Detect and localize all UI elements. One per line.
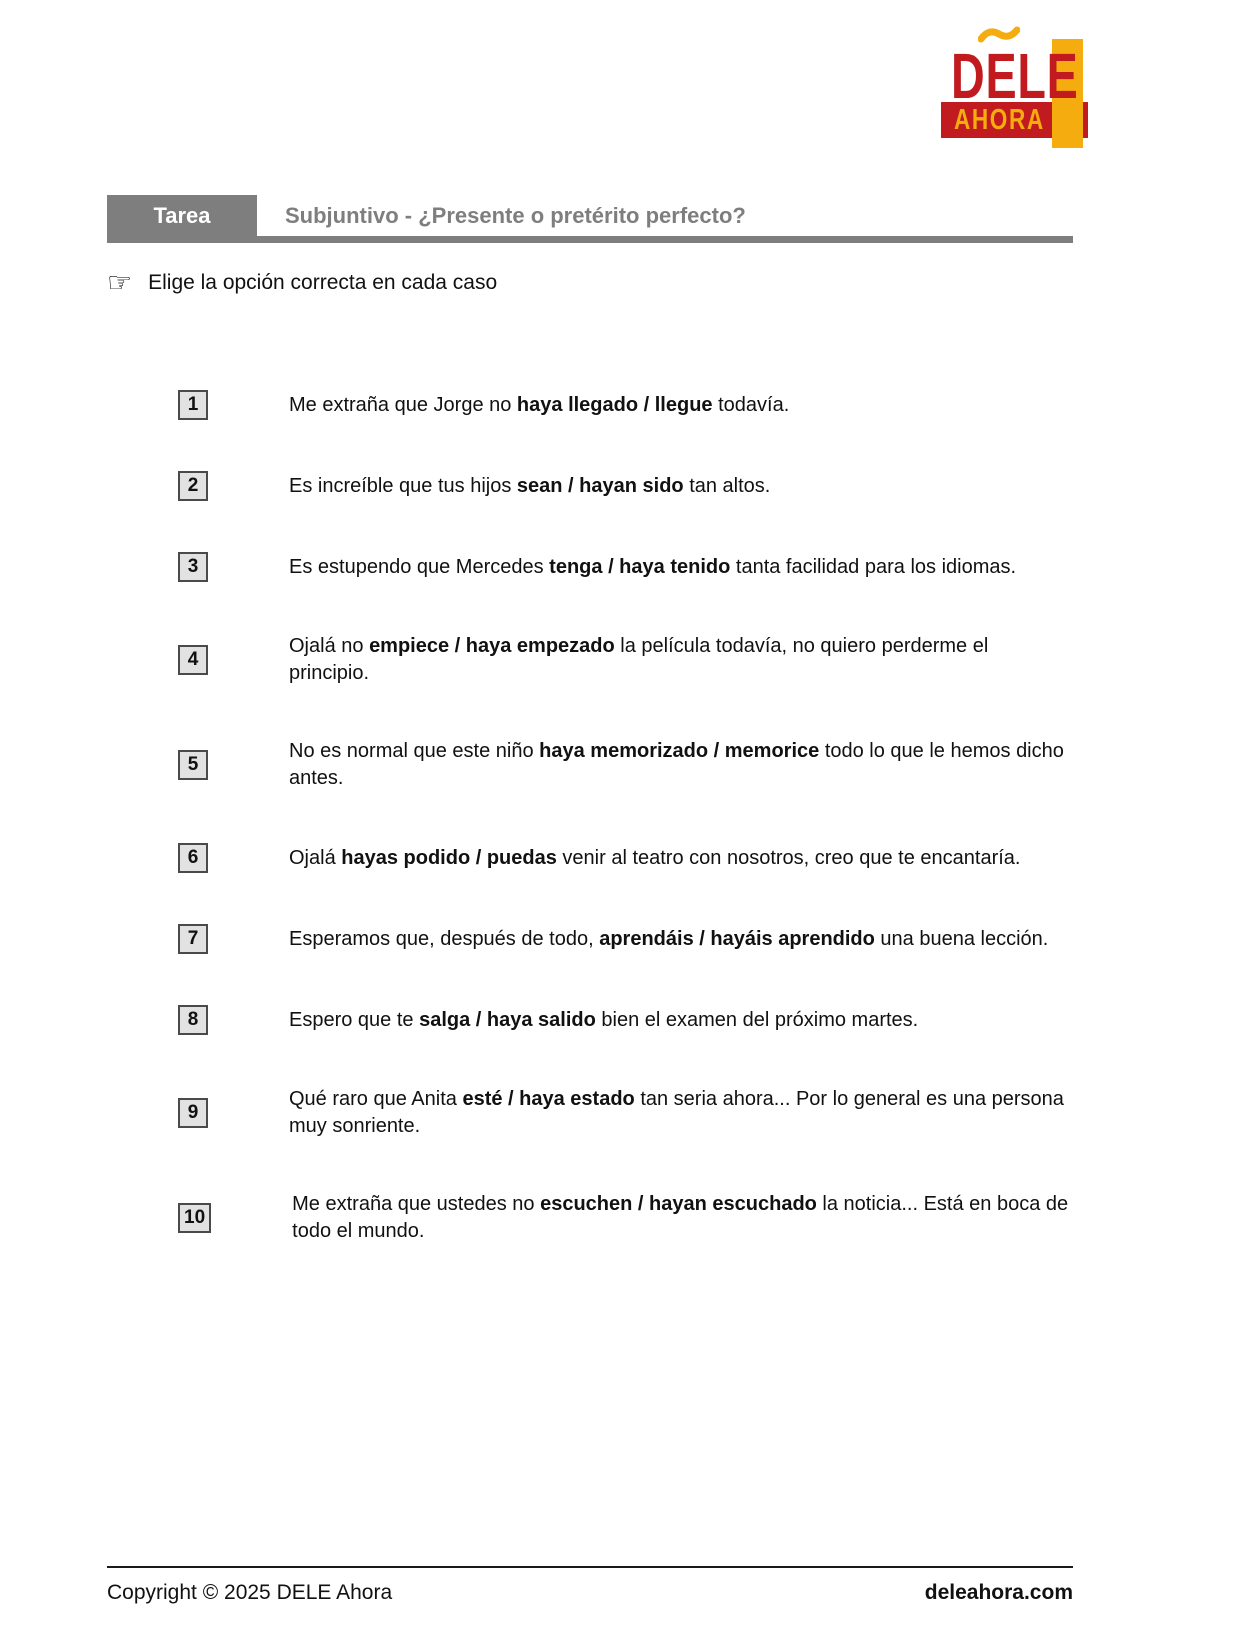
exercise-item — [107, 1191, 1073, 1245]
item-sentence — [289, 845, 1073, 872]
item-number-badge: 10 — [178, 1203, 211, 1233]
item-number-badge: 7 — [178, 924, 208, 954]
sentence-text: todo lo que le hemos dicho antes. — [289, 740, 1064, 789]
logo-tilde-icon — [978, 25, 1020, 45]
item-number-badge: 3 — [178, 552, 208, 582]
task-label: Tarea — [107, 195, 257, 236]
sentence-text: una buena lección. — [874, 927, 1049, 950]
item-sentence — [289, 473, 1073, 500]
item-sentence — [289, 738, 1073, 792]
item-sentence — [289, 1086, 1073, 1140]
item-number-badge: 5 — [178, 750, 208, 780]
exercise-item — [107, 552, 1073, 582]
item-number-badge: 8 — [178, 1005, 208, 1035]
exercise-item — [107, 471, 1073, 501]
item-number-badge: 1 — [178, 390, 208, 420]
content-column — [107, 0, 1073, 1650]
item-sentence — [289, 1007, 1073, 1034]
answer-options: hayas podido / puedas — [341, 846, 557, 869]
task-header — [107, 195, 1073, 243]
answer-options: empiece / haya empezado — [369, 635, 615, 657]
item-sentence — [289, 392, 1073, 419]
page-footer — [107, 1566, 1073, 1605]
item-sentence — [289, 633, 1073, 687]
instruction-row — [107, 266, 1073, 299]
sentence-text: todavía. — [712, 393, 790, 416]
exercise-item — [107, 390, 1073, 420]
exercise-item — [107, 633, 1073, 687]
website-link[interactable]: deleahora.com — [924, 1581, 1073, 1604]
answer-options: salga / haya salido — [419, 1008, 596, 1031]
exercise-item — [107, 924, 1073, 954]
exercise-list — [107, 390, 1073, 1245]
answer-options: haya llegado / llegue — [516, 393, 713, 416]
sentence-text: la noticia... Está en boca de todo el mundo. — [292, 1193, 1069, 1242]
logo-brand-text: DELE — [951, 40, 1079, 112]
item-number-badge: 2 — [178, 471, 208, 501]
sentence-text: tanta facilidad para los idiomas. — [730, 555, 1017, 578]
sentence-text: Espero que te — [289, 1008, 420, 1031]
answer-options: aprendáis / hayáis aprendido — [599, 927, 875, 950]
sentence-text: No es normal que este niño — [289, 740, 540, 762]
sentence-text: tan altos. — [683, 474, 771, 497]
pointing-hand-icon: ☞ — [107, 266, 133, 299]
answer-options: sean / hayan sido — [516, 474, 684, 497]
item-sentence — [292, 1191, 1073, 1245]
item-sentence — [289, 554, 1073, 581]
answer-options: haya memorizado / memorice — [539, 740, 820, 762]
sentence-text: bien el examen del próximo martes. — [595, 1008, 919, 1031]
item-number-badge: 9 — [178, 1098, 208, 1128]
exercise-item — [107, 738, 1073, 792]
logo-ahora-text: AHORA — [954, 103, 1045, 136]
sentence-text: Es estupendo que Mercedes — [289, 555, 550, 578]
sentence-text: Ojalá — [289, 846, 342, 869]
sentence-text: Me extraña que Jorge no — [289, 393, 517, 416]
sentence-text: Me extraña que ustedes no — [292, 1193, 541, 1215]
sentence-text: Es increíble que tus hijos — [289, 474, 517, 497]
item-sentence — [289, 926, 1073, 953]
copyright-text: Copyright © 2025 DELE Ahora — [107, 1581, 393, 1604]
item-number-badge: 6 — [178, 843, 208, 873]
answer-options: tenga / haya tenido — [549, 555, 731, 578]
sentence-text: la película todavía, no quiero perderme el principio. — [289, 635, 989, 684]
exercise-item — [107, 1086, 1073, 1140]
answer-options: escuchen / hayan escuchado — [540, 1193, 817, 1215]
exercise-item — [107, 843, 1073, 873]
answer-options: esté / haya estado — [462, 1088, 635, 1110]
task-title: Subjuntivo - ¿Presente o pretérito perfecto? — [285, 202, 746, 228]
item-number-badge: 4 — [178, 645, 208, 675]
sentence-text: venir al teatro con nosotros, creo que te encantaría. — [556, 846, 1021, 869]
sentence-text: Esperamos que, después de todo, — [289, 927, 600, 950]
instruction-text: Elige la opción correcta en cada caso — [148, 271, 498, 294]
sentence-text: Qué raro que Anita — [289, 1088, 463, 1110]
sentence-text: Ojalá no — [289, 635, 370, 657]
exercise-item — [107, 1005, 1073, 1035]
sentence-text: tan seria ahora... Por lo general es una persona muy sonriente. — [289, 1088, 1064, 1137]
